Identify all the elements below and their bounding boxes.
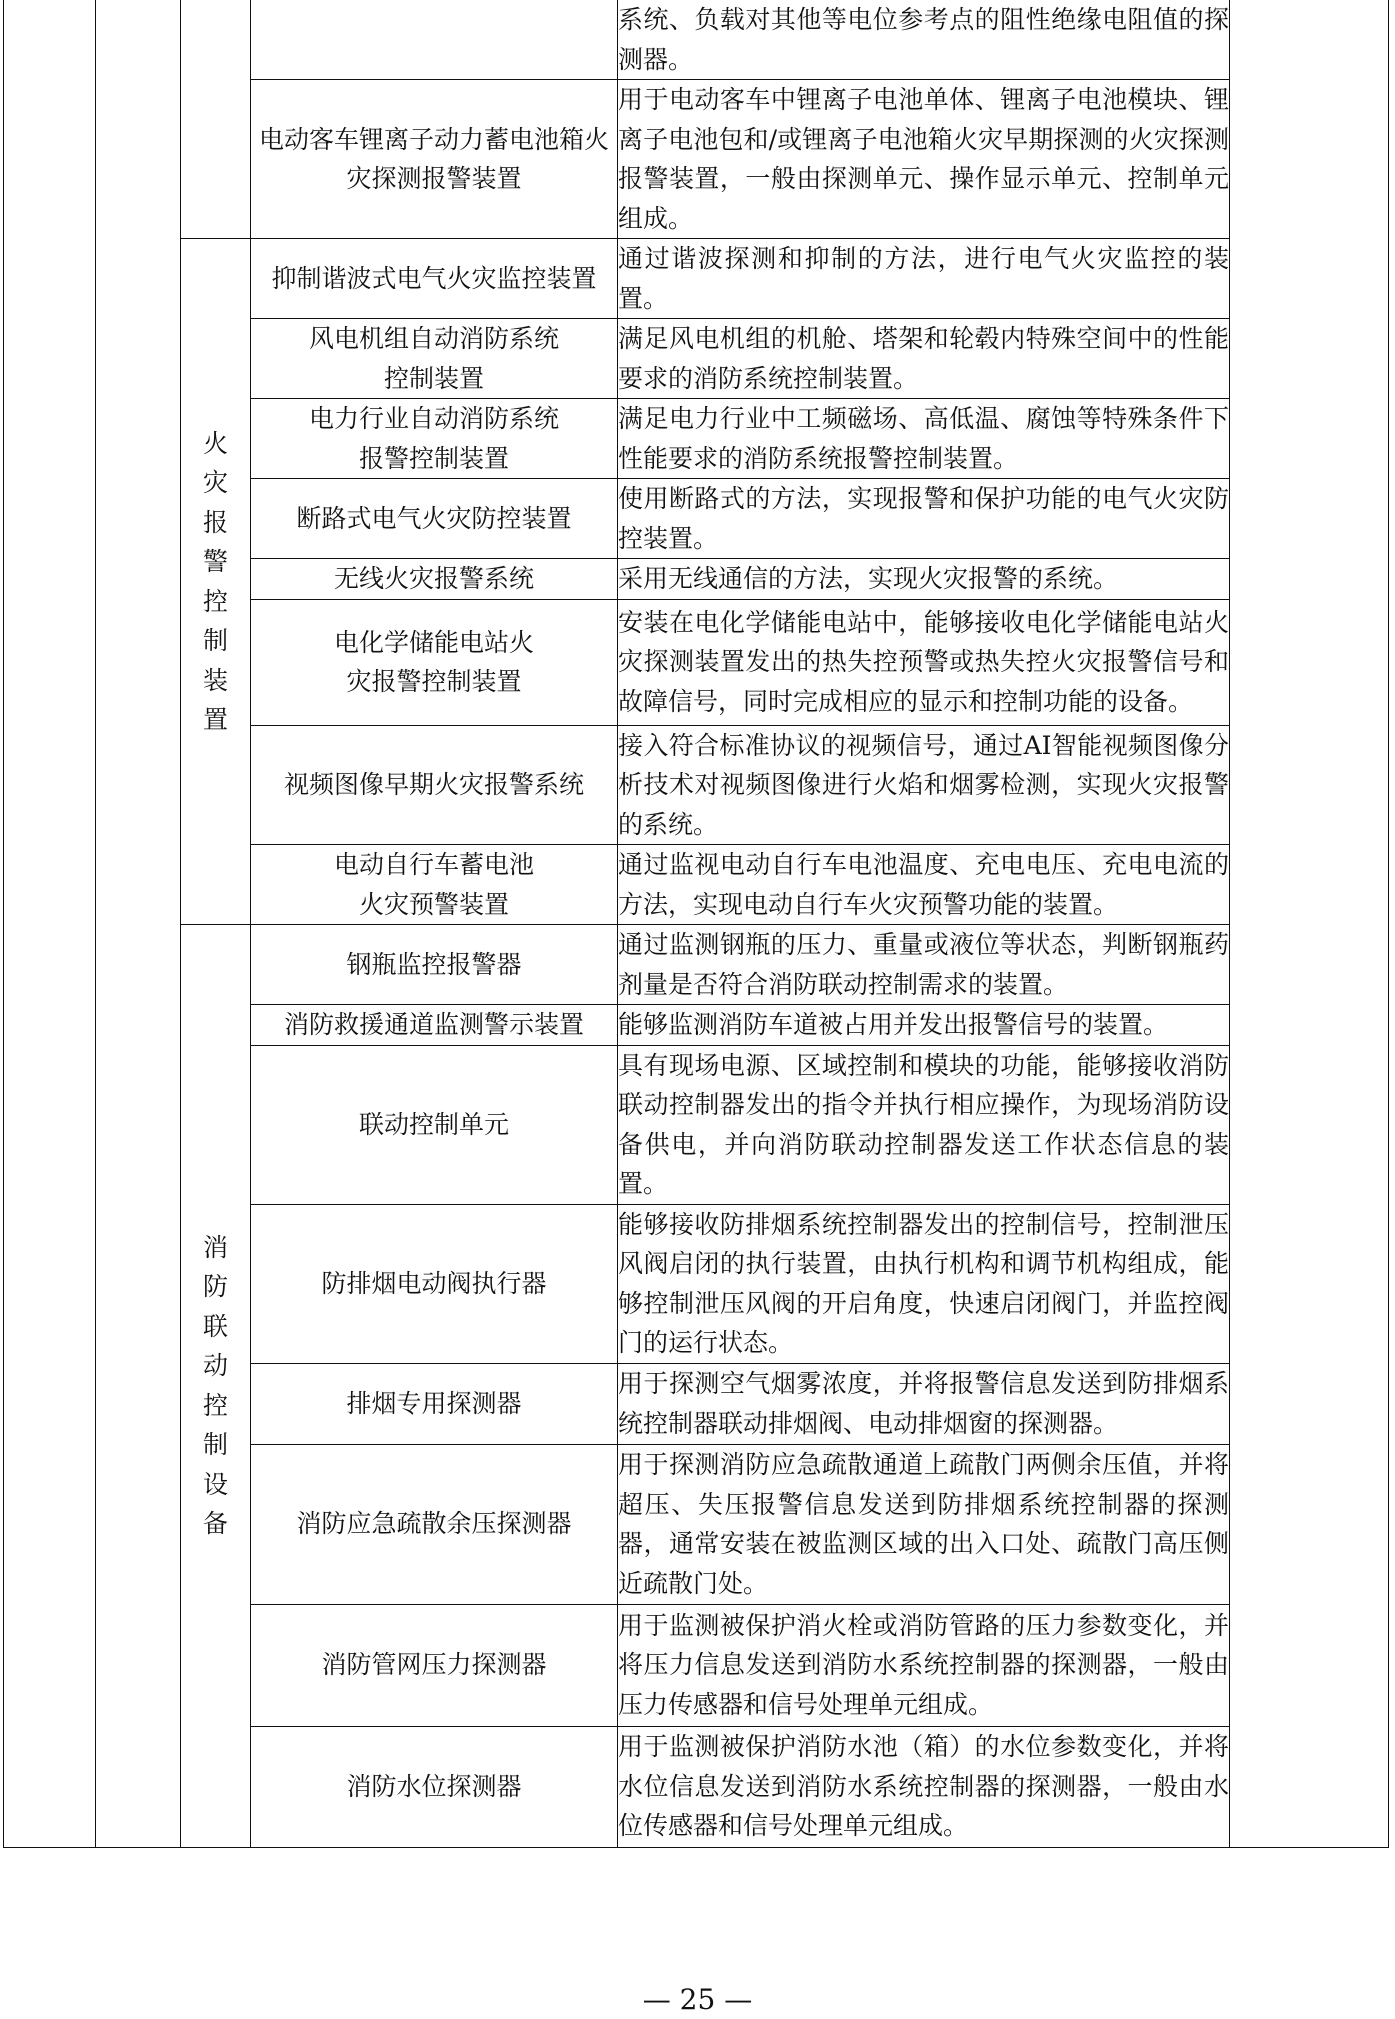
product-description: 满足电力行业中工频磁场、高低温、腐蚀等特殊条件下性能要求的消防系统报警控制装置。 — [618, 399, 1230, 479]
product-description: 接入符合标准协议的视频信号，通过AI智能视频图像分析技术对视频图像进行火焰和烟雾检测，实现火灾报警的系统。 — [618, 725, 1230, 845]
product-description: 采用无线通信的方法，实现火灾报警的系统。 — [618, 559, 1230, 600]
catalog-table — [3, 0, 1389, 1848]
product-description: 用于监测被保护消防水池（箱）的水位参数变化，并将水位信息发送到消防水系统控制器的探测器，一般由水位传感器和信号处理单元组成。 — [618, 1726, 1230, 1847]
product-description: 使用断路式的方法，实现报警和保护功能的电气火灾防控装置。 — [618, 479, 1230, 559]
product-description: 用于电动客车中锂离子电池单体、锂离子电池模块、锂离子电池包和/或锂离子电池箱火灾早期探测的火灾探测报警装置，一般由探测单元、操作显示单元、控制单元组成。 — [618, 80, 1230, 239]
product-description: 能够接收防排烟系统控制器发出的控制信号，控制泄压风阀启闭的执行装置，由执行机构和调节机构组成，能够控制泄压风阀的开启角度，快速启闭阀门，并监控阀门的运行状态。 — [618, 1204, 1230, 1363]
product-name: 电动自行车蓄电池火灾预警装置 — [251, 845, 618, 925]
product-name: 钢瓶监控报警器 — [251, 925, 618, 1005]
empty-col-1 — [4, 0, 96, 1847]
table-row — [4, 0, 1389, 80]
product-description: 用于监测被保护消火栓或消防管路的压力参数变化，并将压力信息发送到消防水系统控制器的探测器，一般由压力传感器和信号处理单元组成。 — [618, 1604, 1230, 1726]
product-name: 电力行业自动消防系统报警控制装置 — [251, 399, 618, 479]
product-description: 安装在电化学储能电站中，能够接收电化学储能电站火灾探测装置发出的热失控预警或热失控火灾报警信号和故障信号，同时完成相应的显示和控制功能的设备。 — [618, 599, 1230, 725]
product-name: 消防水位探测器 — [251, 1726, 618, 1847]
product-description: 具有现场电源、区域控制和模块的功能，能够接收消防联动控制器发出的指令并执行相应操作，为现场消防设备供电，并向消防联动控制器发送工作状态信息的装置。 — [618, 1045, 1230, 1204]
product-description: 通过谐波探测和抑制的方法，进行电气火灾监控的装置。 — [618, 239, 1230, 319]
table-row — [4, 239, 1389, 319]
category-label: 消防联动控制设备 — [202, 1232, 228, 1539]
product-name: 防排烟电动阀执行器 — [251, 1204, 618, 1363]
table-row — [4, 925, 1389, 1005]
product-description: 用于探测消防应急疏散通道上疏散门两侧余压值，并将超压、失压报警信息发送到防排烟系统控制器的探测器，通常安装在被监测区域的出入口处、疏散门高压侧近疏散门处。 — [618, 1444, 1230, 1604]
empty-col-6 — [1230, 0, 1389, 1847]
product-name: 电化学储能电站火灾报警控制装置 — [251, 599, 618, 725]
product-description: 满足风电机组的机舱、塔架和轮毂内特殊空间中的性能要求的消防系统控制装置。 — [618, 319, 1230, 399]
product-name: 风电机组自动消防系统控制装置 — [251, 319, 618, 399]
product-description: 系统、负载对其他等电位参考点的阻性绝缘电阻值的探测器。 — [618, 0, 1230, 80]
product-name: 断路式电气火灾防控装置 — [251, 479, 618, 559]
page-number: — 25 — — [642, 1983, 753, 2016]
product-name: 抑制谐波式电气火灾监控装置 — [251, 239, 618, 319]
category-alarm-control — [181, 239, 251, 925]
category-linkage-control — [181, 925, 251, 1848]
category-label: 火灾报警控制装置 — [202, 428, 228, 734]
product-name: 消防管网压力探测器 — [251, 1604, 618, 1726]
product-description: 通过监视电动自行车电池温度、充电电压、充电电流的方法，实现电动自行车火灾预警功能的装置。 — [618, 845, 1230, 925]
product-name: 排烟专用探测器 — [251, 1363, 618, 1444]
product-description: 能够监测消防车道被占用并发出报警信号的装置。 — [618, 1005, 1230, 1046]
product-name: 电动客车锂离子动力蓄电池箱火灾探测报警装置 — [251, 80, 618, 239]
product-name — [251, 0, 618, 80]
product-name: 无线火灾报警系统 — [251, 559, 618, 600]
product-name: 联动控制单元 — [251, 1045, 618, 1204]
empty-col-2 — [96, 0, 181, 1847]
product-name: 视频图像早期火灾报警系统 — [251, 725, 618, 845]
product-description: 通过监测钢瓶的压力、重量或液位等状态，判断钢瓶药剂量是否符合消防联动控制需求的装置。 — [618, 925, 1230, 1005]
product-description: 用于探测空气烟雾浓度，并将报警信息发送到防排烟系统控制器联动排烟阀、电动排烟窗的探测器。 — [618, 1363, 1230, 1444]
product-name: 消防应急疏散余压探测器 — [251, 1444, 618, 1604]
product-name: 消防救援通道监测警示装置 — [251, 1005, 618, 1046]
category-cell-prev — [181, 0, 251, 239]
